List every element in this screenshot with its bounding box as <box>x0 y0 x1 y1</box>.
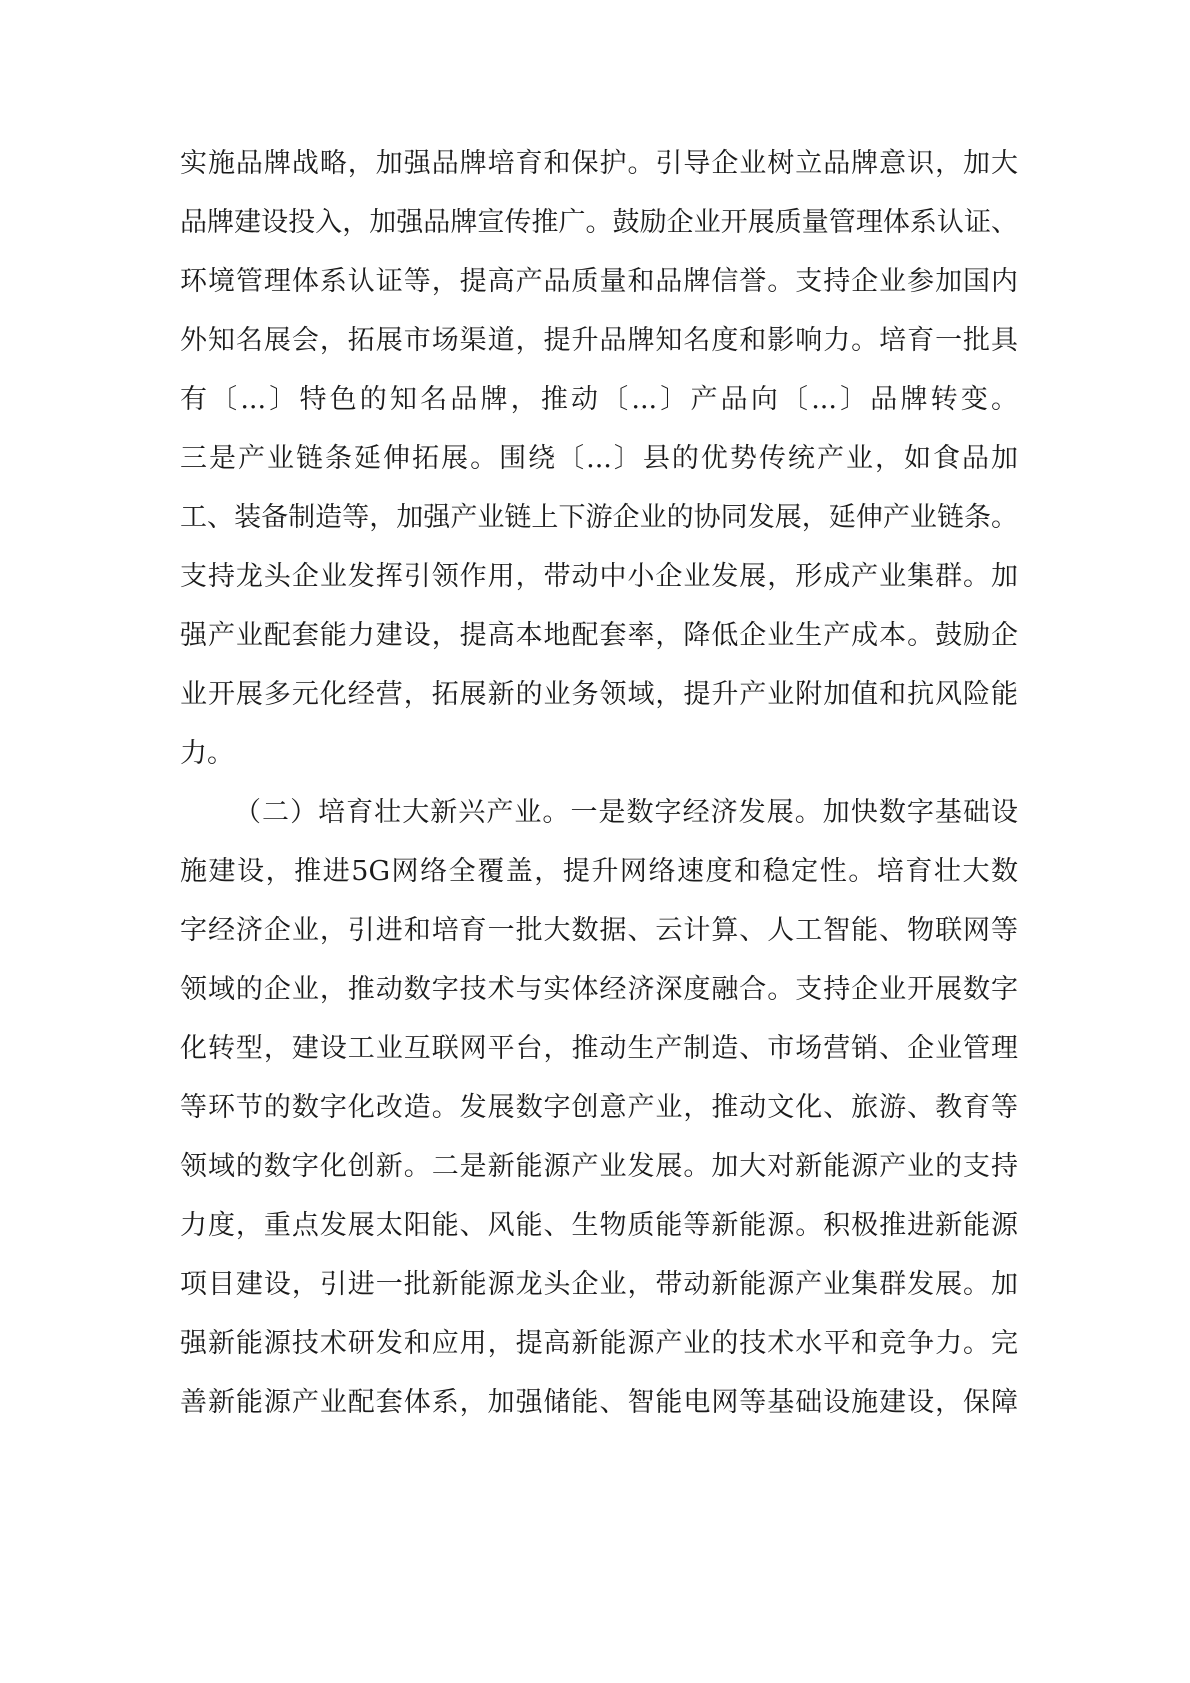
text-line-5: 有〔...〕特色的知名品牌，推动〔...〕产品向〔...〕品牌转变。 <box>180 384 1018 415</box>
text-line-4: 外知名展会，拓展市场渠道，提升品牌知名度和影响力。培育一批具 <box>180 325 1018 356</box>
text-line-8: 支持龙头企业发挥引领作用，带动中小企业发展，形成产业集群。加 <box>180 561 1018 592</box>
text-line-20: 项目建设，引进一批新能源龙头企业，带动新能源产业集群发展。加 <box>180 1269 1018 1300</box>
text-line-17: 等环节的数字化改造。发展数字创意产业，推动文化、旅游、教育等 <box>180 1092 1018 1123</box>
text-line-6: 三是产业链条延伸拓展。围绕〔...〕县的优势传统产业，如食品加 <box>180 443 1018 474</box>
text-line-22: 善新能源产业配套体系，加强储能、智能电网等基础设施建设，保障 <box>180 1387 1018 1418</box>
text-line-9: 强产业配套能力建设，提高本地配套率，降低企业生产成本。鼓励企 <box>180 620 1018 651</box>
text-line-16: 化转型，建设工业互联网平台，推动生产制造、市场营销、企业管理 <box>180 1033 1018 1064</box>
text-line-21: 强新能源技术研发和应用，提高新能源产业的技术水平和竞争力。完 <box>180 1328 1018 1359</box>
text-line-2: 品牌建设投入，加强品牌宣传推广。鼓励企业开展质量管理体系认证、 <box>180 207 1018 238</box>
text-line-18: 领域的数字化创新。二是新能源产业发展。加大对新能源产业的支持 <box>180 1151 1018 1182</box>
section-heading-line: （二）培育壮大新兴产业。一是数字经济发展。加快数字基础设 <box>234 797 1018 828</box>
text-line-13: 施建设，推进5G网络全覆盖，提升网络速度和稳定性。培育壮大数 <box>180 856 1018 887</box>
text-line-19: 力度，重点发展太阳能、风能、生物质能等新能源。积极推进新能源 <box>180 1210 1018 1241</box>
text-line-1: 实施品牌战略，加强品牌培育和保护。引导企业树立品牌意识，加大 <box>180 148 1018 179</box>
text-line-15: 领域的企业，推动数字技术与实体经济深度融合。支持企业开展数字 <box>180 974 1018 1005</box>
text-line-7: 工、装备制造等，加强产业链上下游企业的协同发展，延伸产业链条。 <box>180 502 1018 533</box>
text-line-11: 力。 <box>180 738 234 769</box>
text-line-14: 字经济企业，引进和培育一批大数据、云计算、人工智能、物联网等 <box>180 915 1018 946</box>
text-line-10: 业开展多元化经营，拓展新的业务领域，提升产业附加值和抗风险能 <box>180 679 1018 710</box>
text-line-3: 环境管理体系认证等，提高产品质量和品牌信誉。支持企业参加国内 <box>180 266 1018 297</box>
